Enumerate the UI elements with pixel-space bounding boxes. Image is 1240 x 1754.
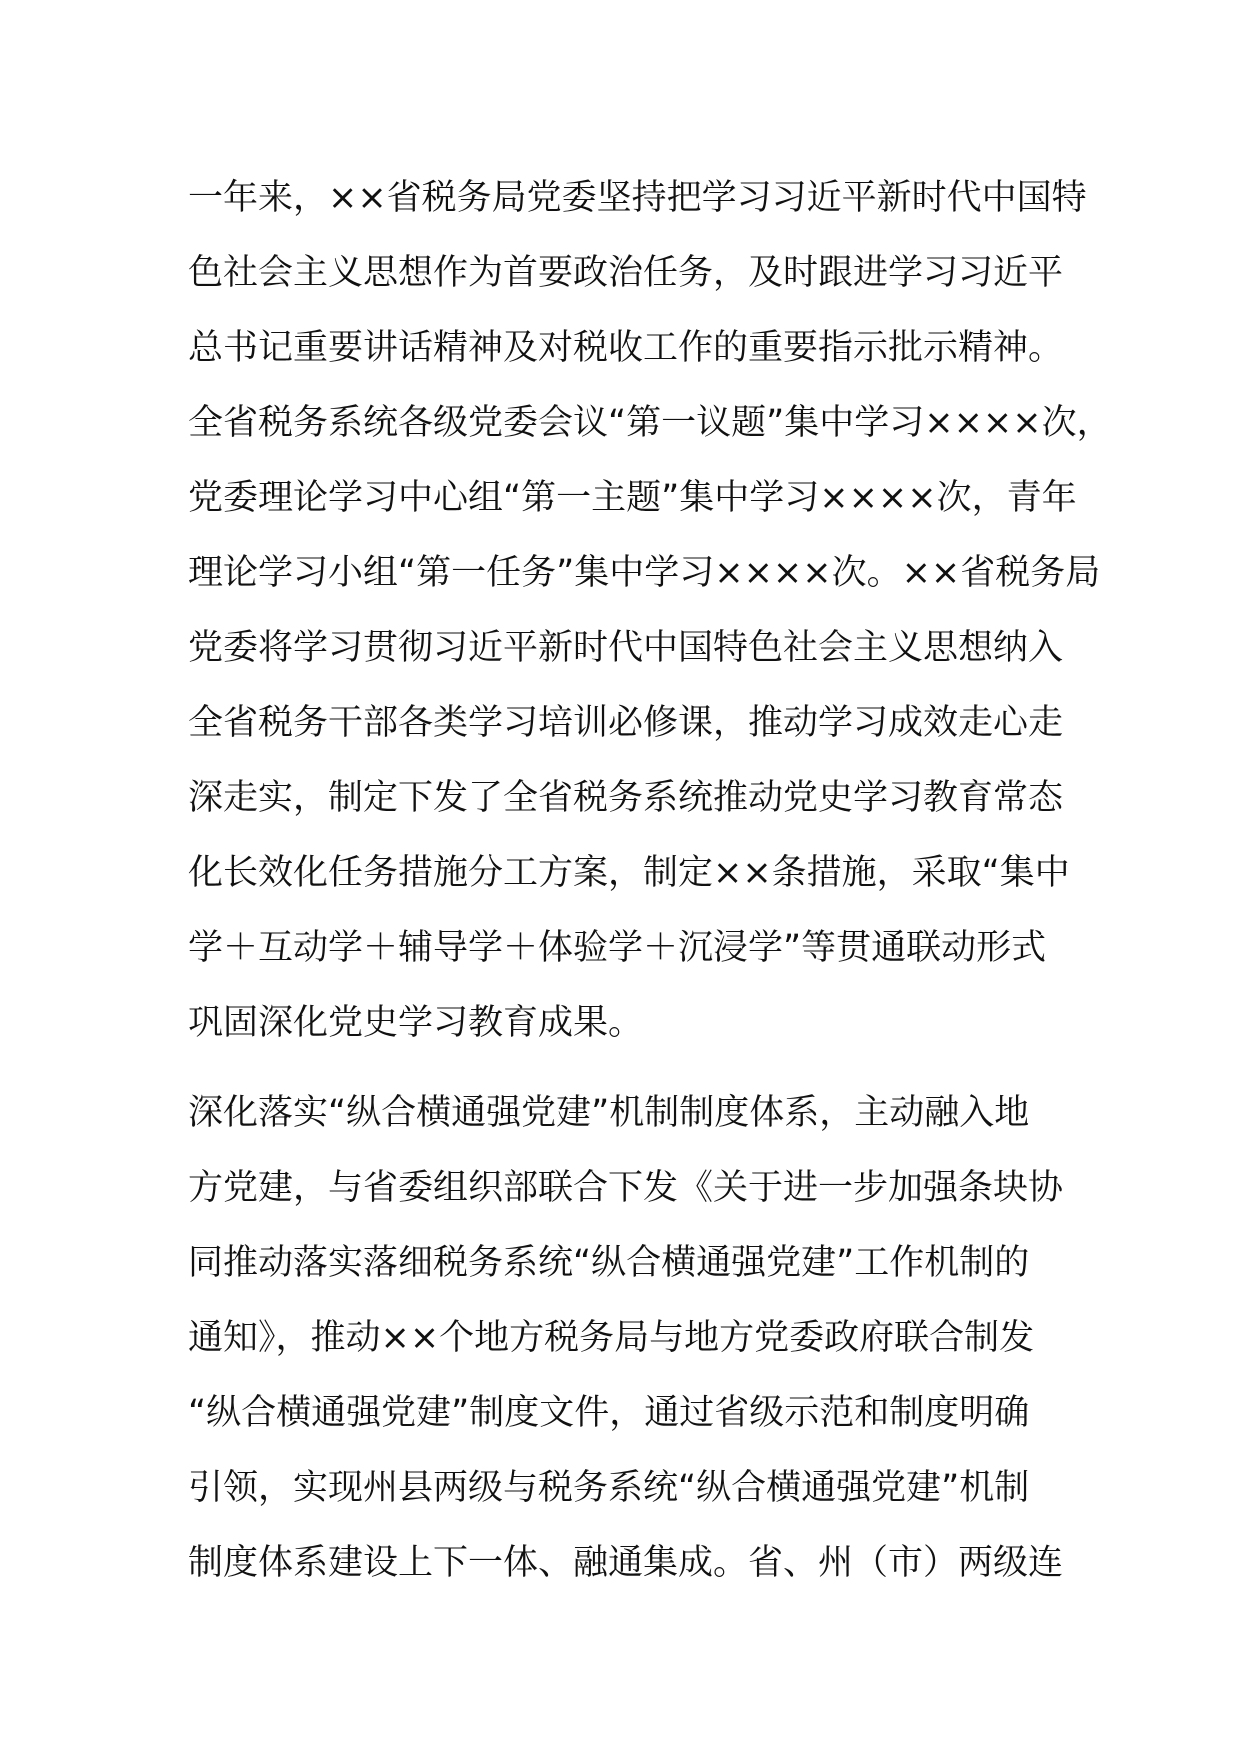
text-line: 深走实，制定下发了全省税务系统推动党史学习教育常态	[188, 778, 1064, 818]
paragraph-party-building	[188, 1076, 1068, 1601]
text-line: “纵合横通强党建”制度文件，通过省级示范和制度明确	[188, 1393, 1030, 1433]
text-line: 方党建，与省委组织部联合下发《关于进一步加强条块协	[188, 1168, 1064, 1208]
text-line: 总书记重要讲话精神及对税收工作的重要指示批示精神。	[188, 328, 1064, 368]
text-line: 巩固深化党史学习教育成果。	[188, 1003, 644, 1043]
text-line: 化长效化任务措施分工方案，制定××条措施，采取“集中	[188, 853, 1070, 893]
text-line: 全省税务系统各级党委会议“第一议题”集中学习××××次，	[188, 403, 1112, 443]
paragraph-study	[188, 161, 1112, 1061]
text-line: 党委将学习贯彻习近平新时代中国特色社会主义思想纳入	[188, 628, 1064, 668]
text-line: 党委理论学习中心组“第一主题”集中学习××××次，青年	[188, 478, 1077, 518]
text-line: 通知》，推动××个地方税务局与地方党委政府联合制发	[188, 1318, 1035, 1358]
text-line: 制度体系建设上下一体、融通集成。省、州（市）两级连	[188, 1543, 1064, 1583]
text-line: 理论学习小组“第一任务”集中学习××××次。××省税务局	[188, 553, 1101, 593]
text-line: 引领，实现州县两级与税务系统“纵合横通强党建”机制	[188, 1468, 1030, 1508]
text-line: 深化落实“纵合横通强党建”机制制度体系，主动融入地	[188, 1093, 1030, 1133]
text-line: 学＋互动学＋辅导学＋体验学＋沉浸学”等贯通联动形式	[188, 928, 1047, 968]
text-line: 同推动落实落细税务系统“纵合横通强党建”工作机制的	[188, 1243, 1030, 1283]
text-line: 色社会主义思想作为首要政治任务，及时跟进学习习近平	[188, 253, 1064, 293]
text-line: 一年来，××省税务局党委坚持把学习习近平新时代中国特	[188, 178, 1087, 218]
text-line: 全省税务干部各类学习培训必修课，推动学习成效走心走	[188, 703, 1064, 743]
